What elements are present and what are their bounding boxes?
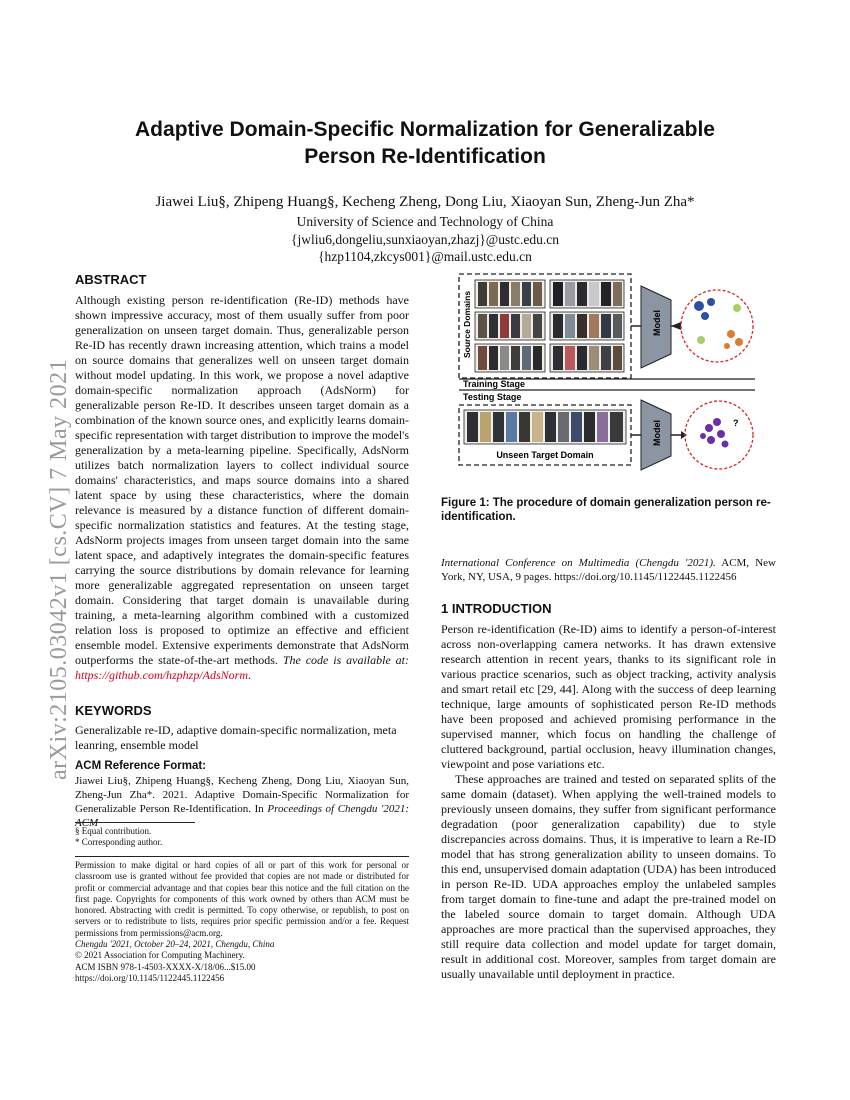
title-line-2: Person Re-Identification <box>304 145 546 168</box>
source-image-row-3 <box>475 344 624 372</box>
question-mark: ? <box>733 418 739 428</box>
introduction-heading: 1 INTRODUCTION <box>441 601 552 616</box>
title-line-1: Adaptive Domain-Specific Normalization for Generalizable <box>135 118 715 141</box>
paper-title <box>60 116 790 170</box>
keywords-text: Generalizable re-ID, adaptive domain-specific normalization, meta leanring, ensemble model <box>75 723 397 752</box>
reference-tail: ACM, New York, NY, USA, 9 pages. https://doi.org/10.1145/1122445.1122456 <box>441 557 776 583</box>
isbn-line: ACM ISBN 978-1-4503-XXXX-X/18/06...$15.00 <box>75 961 256 972</box>
footnotes <box>75 826 409 849</box>
target-image-row <box>464 410 626 444</box>
keywords-heading: KEYWORDS <box>75 703 152 718</box>
permission-rule <box>75 856 409 857</box>
email-1: {jwliu6,dongeliu,sunxiaoyan,zhazj}@ustc.edu.cn <box>291 231 559 247</box>
test-feature-points <box>700 418 729 448</box>
code-link[interactable]: https://github.com/hzphzp/AdsNorm <box>75 668 249 682</box>
abstract-body <box>75 293 409 683</box>
footnote-equal: § Equal contribution. <box>75 826 152 836</box>
reference-venue-cont: International Conference on Multimedia (Chengdu '2021). <box>441 557 716 569</box>
intro-paragraph-1: Person re-identification (Re-ID) aims to identify a person-of-interest across non-overlapping camera networks. It has drawn extensive research attention in recent years, thanks to its significant role in various practice scenarios, such as object tracking, activity analysis and smart retail etc [29, 44]. Along with the success of deep learning technique, large amounts of sophisticated person Re-ID methods have been proposed and achieved promising performance in the supervised manner, which focus on handling the challenge of cluttered background, partial occlusion, heavy illumination changes, viewpoint and pose variations etc. <box>441 622 776 771</box>
code-end: . <box>248 668 252 682</box>
source-image-row-2 <box>475 312 624 340</box>
arxiv-stamp <box>18 290 72 780</box>
affiliation: University of Science and Technology of China <box>296 214 554 229</box>
intro-paragraph-2: These approaches are trained and tested on separated splits of the same domain (dataset). When applying the well-trained models to previously unseen domains, they suffer from significant performance degradation (poor generalization capability) due to style discrepancies across domains. Thus, it is imperative to learn a Re-ID model that has strong generalization ability to unseen domains. To this end, unsupervised domain adaptation (UDA) has been introduced in person Re-ID. UDA approaches employ the unlabeled samples from target domain to fine-tune and adapt the pre-trained model on the labeled source domain to target domain. Although UDA approaches are more practical than the supervised approaches, they still require data collection and model update for target domain, result in additional cost. Moreover, samples from target domain are usually unavailable until deployment in practice. <box>441 772 776 981</box>
unseen-target-label: Unseen Target Domain <box>496 450 594 460</box>
introduction-body <box>441 622 776 982</box>
permission-block <box>75 860 409 984</box>
author-list: Jiawei Liu§, Zhipeng Huang§, Kecheng Zheng, Dong Liu, Xiaoyan Sun, Zheng-Jun Zha* <box>155 194 695 210</box>
copyright-line: © 2021 Association for Computing Machinery. <box>75 950 245 961</box>
source-image-row-1 <box>475 280 624 308</box>
footnote-corresponding: * Corresponding author. <box>75 837 163 848</box>
reference-continuation <box>441 556 776 584</box>
train-feature-points <box>694 298 743 349</box>
arxiv-id: arXiv:2105.03042v1 [cs.CV] 7 May 2021 <box>46 358 72 780</box>
test-arrow-out <box>681 431 687 439</box>
reference-venue: Proceedings of Chengdu '2021: ACM <box>75 803 410 829</box>
abstract-text: Although existing person re-identification (Re-ID) methods have shown impressive accuracy, most of them usually suffer from poor generalization on unseen target domain. Thus, generalizable person Re-ID has recently drawn increasing attention, which trains a model on source domains that generalizes well on unseen target domain without model updating. In this work, we propose a novel adaptive domain-specific normalization approach (AdsNorm) for generalizable person Re-ID. It describes unseen target domain as a combination of the known source ones, and explicitly learns domain-specific representation with target distribution to improve the model's generalization by a meta-learning pipeline. Specifically, AdsNorm utilizes batch normalization layers to collect individual source domains' characteristics, and maps source domains into a shared latent space by using these characteristics, where the domain relevance is measured by a distance function of different domain-specific normalization statistics and features. At the testing stage, AdsNorm projects images from unseen target domain into the same latent space, and adaptively integrates the domain-specific features carrying the source distributions by domain relevance for learning more generalizable aggregated representation on unseen target domain. Considering that target domain is unavailable during training, a meta-learning algorithm combined with a customized relation loss is proposed to optimize an effective and efficient ensemble model. Extensive experiments demonstrate that AdsNorm outperforms the state-of-the-art methods. <box>75 293 409 667</box>
test-model-label: Model <box>652 420 662 446</box>
train-model-label: Model <box>652 310 662 336</box>
reference-text: Jiawei Liu§, Zhipeng Huang§, Kecheng Zheng, Dong Liu, Xiaoyan Sun, Zheng-Jun Zha*. 2021. Adaptive Domain-Specific Normalization for Generalizable Person Re-Identification. In <box>75 775 409 815</box>
figure-1-diagram <box>455 268 760 478</box>
source-domains-label: Source Domains <box>462 290 472 358</box>
reference-format-heading: ACM Reference Format: <box>75 760 206 772</box>
code-availability-text: The code is available at: <box>282 653 409 667</box>
train-feature-space <box>681 290 753 362</box>
footnote-rule <box>75 822 195 823</box>
doi-line: https://doi.org/10.1145/1122445.1122456 <box>75 972 225 983</box>
affiliation-block <box>60 213 790 266</box>
testing-stage-label: Testing Stage <box>463 392 522 402</box>
abstract-heading: ABSTRACT <box>75 272 147 287</box>
conference-line: Chengdu '2021, October 20–24, 2021, Chengdu, China <box>75 939 275 950</box>
figure-1-caption: Figure 1: The procedure of domain generalization person re-identification. <box>441 497 771 523</box>
permission-text: Permission to make digital or hard copies of all or part of this work for personal or classroom use is granted without fee provided that copies are not made or distributed for profit or commercial advantage and that copies bear this notice and the full citation on the first page. Copyrights for components of this work owned by others than ACM must be honored. Abstracting with credit is permitted. To copy otherwise, or republish, to post on servers or to redistribute to lists, requires prior specific permission and/or a fee. Request permissions from permissions@acm.org. <box>75 860 409 938</box>
email-2: {hzp1104,zkcys001}@mail.ustc.edu.cn <box>318 249 532 264</box>
training-stage-label: Training Stage <box>463 379 526 389</box>
